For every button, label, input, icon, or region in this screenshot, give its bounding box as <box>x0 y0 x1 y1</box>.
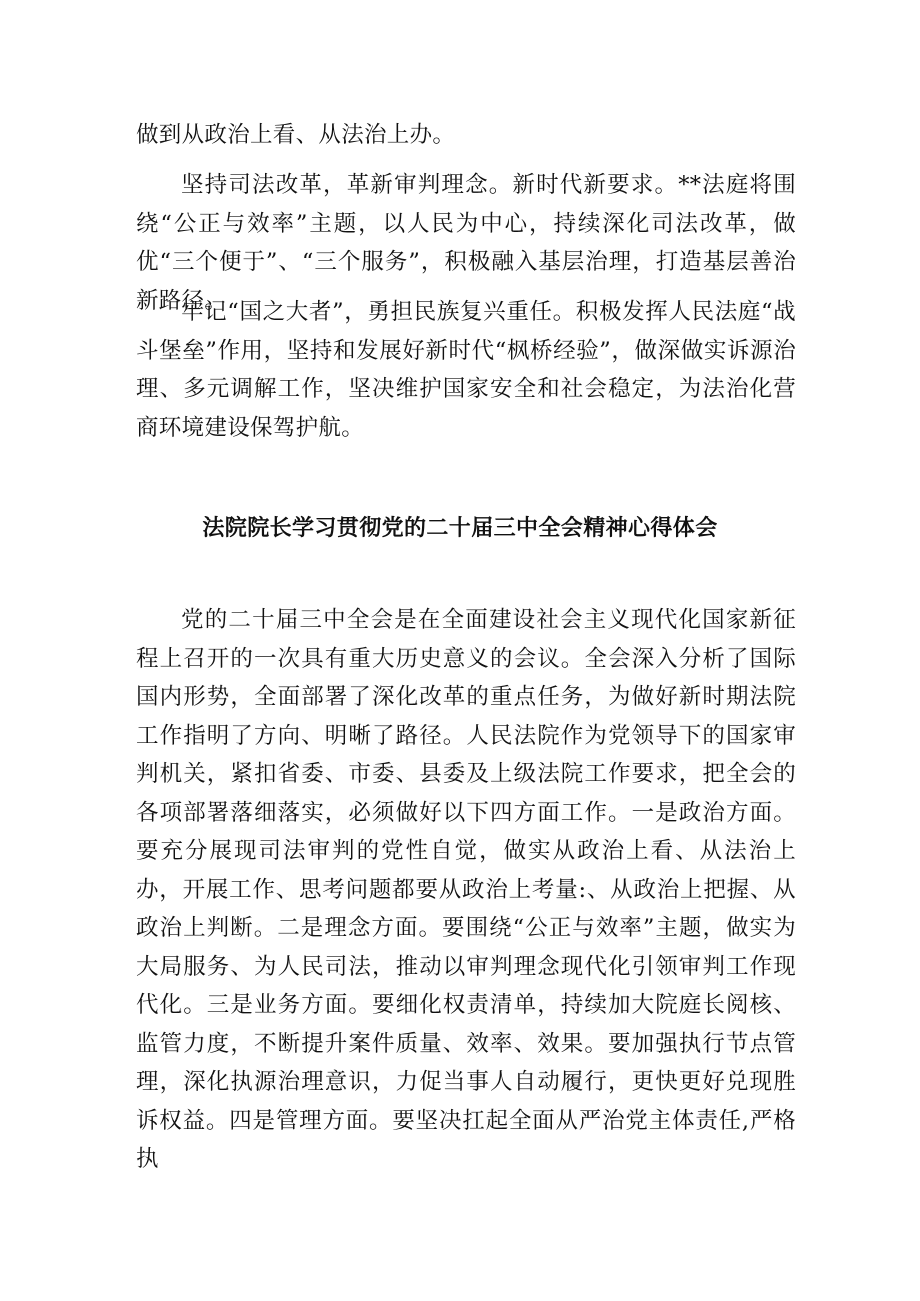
paragraph-judicial-reform: 坚持司法改革，革新审判理念。新时代新要求。**法庭将围绕“公正与效率”主题，以人民为中心，持续深化司法改革，做优“三个便于”、“三个服务”，积极融入基层治理，打造基层善治新路径。 <box>136 172 796 314</box>
section-heading: 法院院长学习贯彻党的二十届三中全会精神心得体会 <box>202 516 718 541</box>
paragraph-plenum-body: 党的二十届三中全会是在全面建设社会主义现代化国家新征程上召开的一次具有重大历史意义的会议。全会深入分析了国际国内形势，全面部署了深化改革的重点任务，为做好新时期法院工作指明了方向、明晰了路径。人民法院作为党领导下的国家审判机关，紧扣省委、市委、县委及上级法院工作要求，把全会的各项部署落细落实，必须做好以下四方面工作。一是政治方面。要充分展现司法审判的党性自觉，做实从政治上看、从法治上办，开展工作、思考问题都要从政治上考量:、从政治上把握、从政治上判断。二是理念方面。要围绕“公正与效率”主题，做实为大局服务、为人民司法，推动以审判理念现代化引领审判工作现代化。三是业务方面。要细化权责清单，持续加大院庭长阅核、监管力度，不断提升案件质量、效率、效果。要加强执行节点管理，深化执源治理意识，力促当事人自动履行，更快更好兑现胜诉权益。四是管理方面。要坚决扛起全面从严治党主体责任,严格执 <box>136 607 796 1172</box>
paragraph-national-mission: 牢记“国之大者”，勇担民族复兴重任。积极发挥人民法庭“战斗堡垒”作用，坚持和发展好新时代“枫桥经验”，做深做实诉源治理、多元调解工作，坚决维护国家安全和社会稳定，为法治化营商环境建设保驾护航。 <box>136 299 796 441</box>
paragraph-continuation: 做到从政治上看、从法治上办。 <box>136 122 456 148</box>
